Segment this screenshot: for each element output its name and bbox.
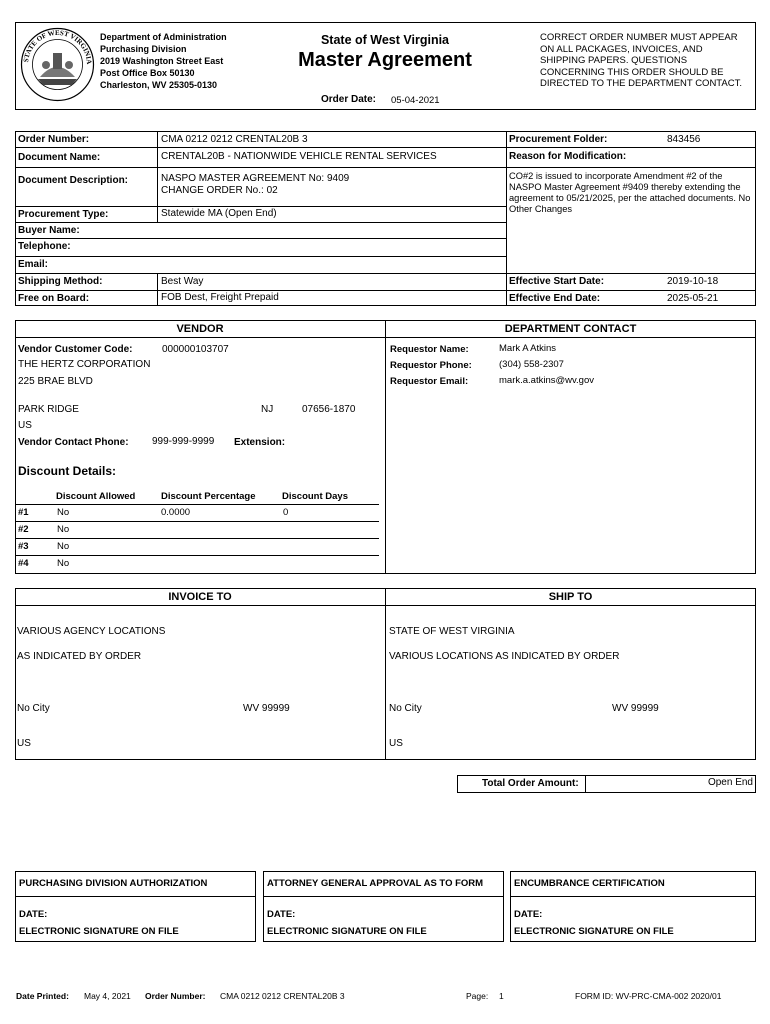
signature-status: ELECTRONIC SIGNATURE ON FILE: [267, 926, 427, 937]
vendor-contact-phone-label: Vendor Contact Phone:: [18, 437, 129, 448]
procurement-folder: 843456: [667, 134, 701, 145]
document-name: CRENTAL20B - NATIONWIDE VEHICLE RENTAL SERVICES: [161, 151, 437, 162]
dept-line-1: Department of Administration: [100, 32, 227, 42]
vendor-extension-label: Extension:: [234, 437, 286, 448]
page-title: Master Agreement: [298, 49, 472, 71]
email-label: Email:: [18, 259, 49, 270]
signature-date-label: DATE:: [19, 909, 48, 920]
discount-allowed: No: [57, 558, 70, 569]
vendor-contact-phone: 999-999-9999: [152, 436, 215, 447]
document-description-line-1: NASPO MASTER AGREEMENT No: 9409: [161, 173, 350, 184]
dept-line-5: Charleston, WV 25305-0130: [100, 80, 218, 90]
order-number: CMA 0212 0212 CRENTAL20B 3: [161, 134, 308, 145]
signature-title: ENCUMBRANCE CERTIFICATION: [514, 878, 665, 889]
ship-to-city: No City: [389, 703, 422, 714]
signature-title: PURCHASING DIVISION AUTHORIZATION: [19, 878, 208, 889]
effective-end-label: Effective End Date:: [509, 293, 601, 304]
document-description-line-2: CHANGE ORDER No.: 02: [161, 185, 278, 196]
requestor-phone-label: Requestor Phone:: [390, 360, 472, 371]
invoice-to-line-1: VARIOUS AGENCY LOCATIONS: [17, 626, 166, 637]
footer-date-printed-label: Date Printed:: [16, 991, 69, 1001]
footer-date-printed: May 4, 2021: [84, 991, 131, 1001]
vendor-customer-code-label: Vendor Customer Code:: [18, 344, 133, 355]
discount-allowed: No: [57, 524, 70, 535]
discount-header-percentage: Discount Percentage: [161, 491, 256, 502]
telephone-label: Telephone:: [18, 241, 71, 252]
invoice-to-city: No City: [17, 703, 50, 714]
signature-status: ELECTRONIC SIGNATURE ON FILE: [514, 926, 674, 937]
ship-to-line-1: STATE OF WEST VIRGINIA: [389, 626, 515, 637]
requestor-phone: (304) 558-2307: [499, 359, 564, 370]
vendor-header: VENDOR: [176, 323, 224, 335]
total-label: Total Order Amount:: [482, 778, 579, 789]
invoice-to-state-zip: WV 99999: [243, 703, 290, 714]
shipping-method-label: Shipping Method:: [18, 276, 103, 287]
ship-to-header: SHIP TO: [548, 591, 593, 603]
ship-to-state-zip: WV 99999: [612, 703, 659, 714]
footer-form-id: FORM ID: WV-PRC-CMA-002 2020/01: [575, 991, 722, 1001]
state-title: State of West Virginia: [320, 33, 450, 47]
dept-line-2: Purchasing Division: [100, 44, 187, 54]
order-date: 05-04-2021: [391, 95, 440, 106]
discount-num: #4: [18, 558, 29, 569]
vendor-state: NJ: [261, 404, 274, 415]
effective-end: 2025-05-21: [667, 293, 719, 304]
document-description-label: Document Description:: [18, 175, 129, 186]
vendor-address: 225 BRAE BLVD: [18, 376, 93, 387]
discount-title: Discount Details:: [18, 464, 117, 478]
footer-order-number-label: Order Number:: [145, 991, 206, 1001]
invoice-to-line-2: AS INDICATED BY ORDER: [17, 651, 142, 662]
discount-allowed: No: [57, 507, 70, 518]
reason-label: Reason for Modification:: [509, 151, 627, 162]
reason-text: CO#2 is issued to incorporate Amendment #2 of the NASPO Master Agreement #9409 thereby extending the agreement to 05/21/2025, per the attached documents. No Other Changes: [509, 171, 751, 214]
discount-num: #1: [18, 507, 29, 518]
discount-header-allowed: Discount Allowed: [56, 491, 136, 502]
footer-order-number: CMA 0212 0212 CRENTAL20B 3: [220, 991, 345, 1001]
free-on-board: FOB Dest, Freight Prepaid: [161, 292, 279, 303]
signature-date-label: DATE:: [267, 909, 296, 920]
requestor-name: Mark A Atkins: [499, 343, 557, 354]
signature-date-label: DATE:: [514, 909, 543, 920]
discount-allowed: No: [57, 541, 70, 552]
order-number-label: Order Number:: [18, 134, 90, 145]
discount-days: 0: [283, 507, 289, 518]
dept-line-3: 2019 Washington Street East: [100, 56, 224, 66]
document-name-label: Document Name:: [18, 152, 101, 163]
ship-to-line-2: VARIOUS LOCATIONS AS INDICATED BY ORDER: [389, 651, 620, 662]
vendor-customer-code: 000000103707: [162, 344, 229, 355]
footer-page-label: Page:: [466, 991, 489, 1001]
procurement-folder-label: Procurement Folder:: [509, 134, 608, 145]
effective-start: 2019-10-18: [667, 276, 719, 287]
procurement-type: Statewide MA (Open End): [161, 208, 277, 219]
requestor-name-label: Requestor Name:: [390, 344, 469, 355]
seal-text: STATE OF WEST VIRGINIA: [22, 28, 94, 65]
total-value: Open End: [707, 777, 753, 788]
order-notice: CORRECT ORDER NUMBER MUST APPEAR ON ALL PACKAGES, INVOICES, AND SHIPPING PAPERS. QUESTIONS CONCERNING THIS ORDER SHOULD BE DIRECTED TO THE DEPARTMENT CONTACT.: [540, 32, 742, 89]
vendor-zip: 07656-1870: [302, 404, 356, 415]
discount-num: #3: [18, 541, 29, 552]
state-seal-icon: [20, 27, 95, 102]
shipping-method: Best Way: [161, 276, 204, 287]
signature-title: ATTORNEY GENERAL APPROVAL AS TO FORM: [267, 878, 484, 889]
vendor-city: PARK RIDGE: [18, 404, 79, 415]
dept-line-4: Post Office Box 50130: [100, 68, 195, 78]
invoice-to-header: INVOICE TO: [168, 591, 232, 603]
vendor-name: THE HERTZ CORPORATION: [18, 359, 151, 370]
department-contact-header: DEPARTMENT CONTACT: [504, 323, 637, 335]
discount-percentage: 0.0000: [161, 507, 191, 518]
ship-to-country: US: [389, 738, 403, 749]
discount-header-days: Discount Days: [282, 491, 348, 502]
buyer-name-label: Buyer Name:: [18, 225, 80, 236]
discount-num: #2: [18, 524, 29, 535]
effective-start-label: Effective Start Date:: [509, 276, 605, 287]
requestor-email-label: Requestor Email:: [390, 376, 469, 387]
free-on-board-label: Free on Board:: [18, 293, 90, 304]
vendor-country: US: [18, 420, 32, 431]
invoice-to-country: US: [17, 738, 31, 749]
signature-status: ELECTRONIC SIGNATURE ON FILE: [19, 926, 179, 937]
order-date-label: Order Date:: [321, 94, 377, 105]
footer-page: 1: [499, 991, 504, 1001]
procurement-type-label: Procurement Type:: [18, 209, 109, 220]
requestor-email: mark.a.atkins@wv.gov: [499, 375, 594, 386]
